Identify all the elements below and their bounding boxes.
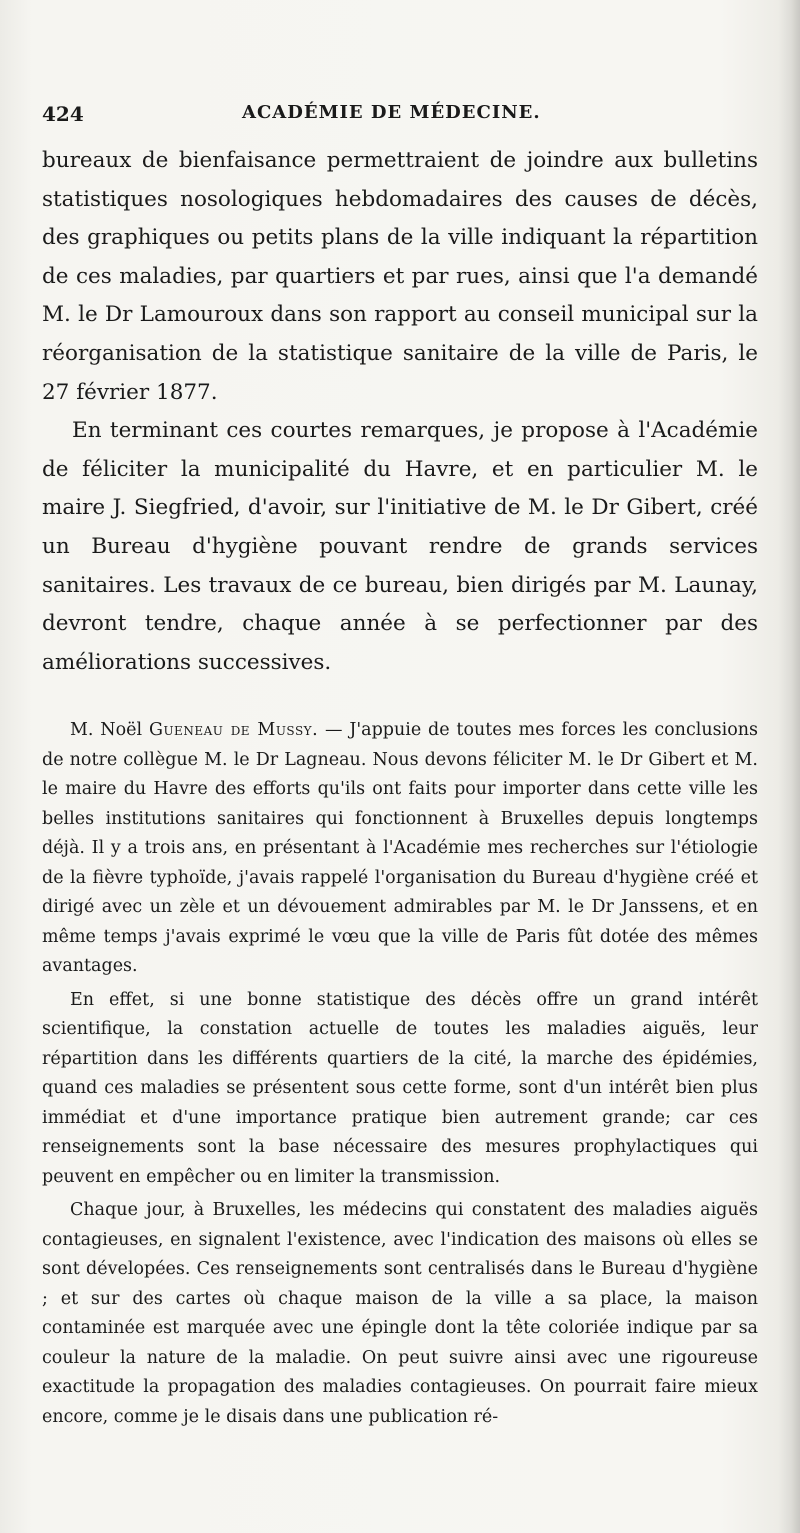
page-header	[42, 102, 762, 132]
paragraph-statistics: En effet, si une bonne statistique des décès offre un grand intérêt scientifique, la constation actuelle de toutes les maladies aiguës, leur répartition dans les différents quartiers de la cité, la marche des épidémies, quand ces maladies se présentent sous cette forme, sont d'un intérêt bien plus immédiat et d'une importance pratique bien autrement grande; car ces renseignements sont la base nécessaire des mesures prophylactiques qui peuvent en empêcher ou en limiter la transmission.	[42, 989, 758, 1187]
speaker-paragraph	[42, 716, 758, 982]
paragraph-conclusion: En terminant ces courtes remarques, je propose à l'Académie de féliciter la municipalité du Havre, et en particulier M. le maire J. Siegfried, d'avoir, sur l'initiative de M. le Dr Gibert, créé un Bureau d'hygiène pouvant rendre de grands services sanitaires. Les travaux de ce bureau, bien dirigés par M. Launay, devront tendre, chaque année à se perfectionner par des améliorations successives.	[42, 418, 758, 675]
page-body	[42, 142, 758, 1432]
speaker-name: Gueneau de Mussy.	[148, 720, 319, 741]
page-number: 424	[42, 102, 84, 126]
running-title: ACADÉMIE DE MÉDECINE.	[242, 102, 541, 123]
speaker-text: — J'appuie de toutes mes forces les conclusions de notre collègue M. le Dr Lagneau. Nous devons féliciter M. le Dr Gibert et M. le maire du Havre des efforts qu'ils ont faits pour importer dans cette ville les belles institutions sanitaires qui fonctionnent à Bruxelles depuis longtemps déjà. Il y a trois ans, en présentant à l'Académie mes recherches sur l'étiologie de la fièvre typhoïde, j'avais rappelé l'organisation du Bureau d'hygiène créé et dirigé avec un zèle et un dévouement admirables par M. le Dr Janssens, et en même temps j'avais exprimé le vœu que la ville de Paris fût dotée des mêmes avantages.	[42, 720, 758, 977]
small-print-section	[42, 716, 758, 1432]
large-print-section	[42, 142, 758, 682]
paragraph-brussels: Chaque jour, à Bruxelles, les médecins qui constatent des maladies aiguës contagieuses, en signalent l'existence, avec l'indication des maisons où elles se sont dévelopées. Ces renseignements sont centralisés dans le Bureau d'hygiène ; et sur des cartes où chaque maison de la ville a sa place, la maison contaminée est marquée avec une épingle dont la tête coloriée indique par sa couleur la nature de la maladie. On peut suivre ainsi avec une rigoureuse exactitude la propagation des maladies contagieuses. On pourrait faire mieux encore, comme je le disais dans une publication ré-	[42, 1200, 758, 1427]
paragraph-continuation: bureaux de bienfaisance permettraient de joindre aux bulletins statistiques nosologiques hebdomadaires des causes de décès, des graphiques ou petits plans de la ville indiquant la répartition de ces maladies, par quartiers et par rues, ainsi que l'a demandé M. le Dr Lamouroux dans son rapport au conseil municipal sur la réorganisation de la statistique sanitaire de la ville de Paris, le 27 février 1877.	[42, 148, 758, 405]
speaker-prefix: M. Noël	[70, 720, 143, 741]
page-gutter-shadow	[778, 0, 800, 1533]
